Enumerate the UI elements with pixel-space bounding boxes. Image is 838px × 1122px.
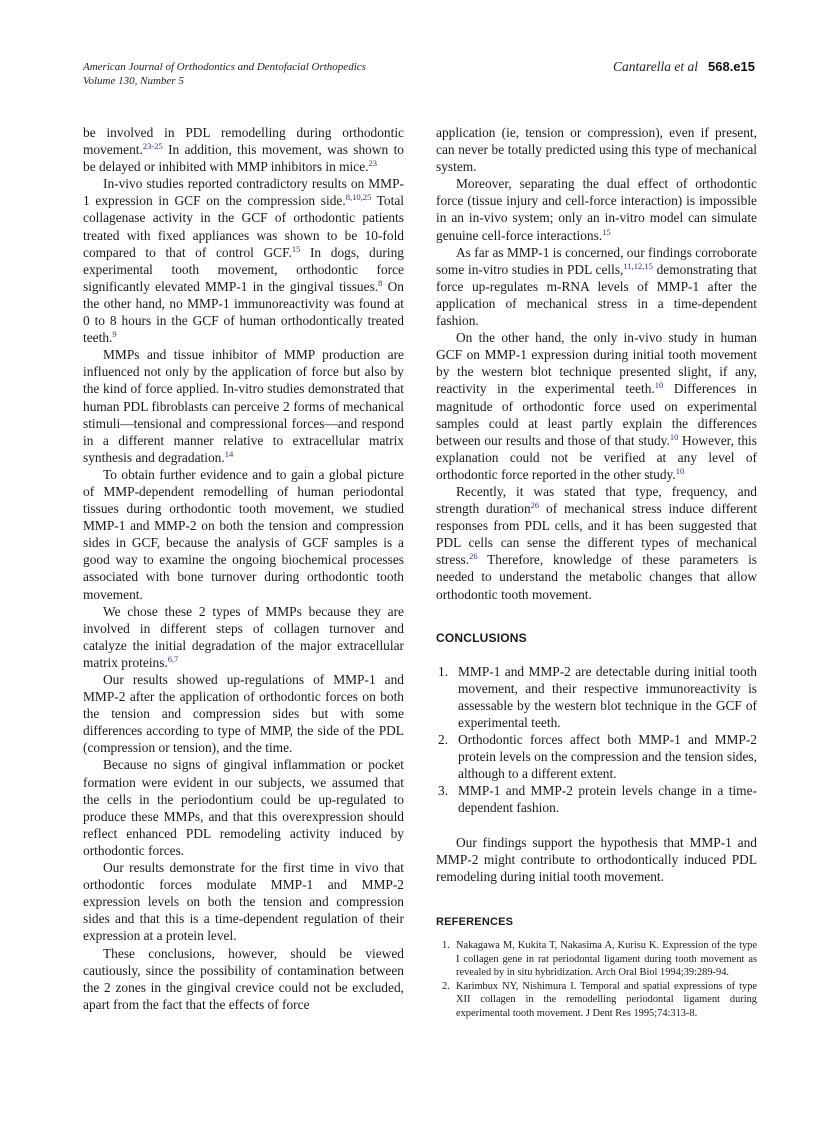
list-number: 3. xyxy=(438,783,449,799)
text: In addition, this movement, was shown to be delayed or inhibited with MMP inhibitors in mice. xyxy=(83,142,404,175)
citation-link[interactable]: 11,12,15 xyxy=(623,260,653,271)
references-heading: REFERENCES xyxy=(436,915,514,928)
closing-paragraph: Our findings support the hypothesis that MMP-1 and MMP-2 might contribute to orthodontically induced PDL remodeling during initial tooth movement. xyxy=(436,834,757,884)
conclusion-text: MMP-1 and MMP-2 are detectable during initial tooth movement, and their respective immunoreactivity is assessable by the western blot technique in the GCF of experimental teeth. xyxy=(458,663,757,730)
paragraph: Our results showed up-regulations of MMP-1 and MMP-2 after the application of orthodontic forces on both the tension and compression sides but with some differences according to type of MMP, the side of the PDL (compression or tension), and the time. xyxy=(83,672,404,756)
citation-link[interactable]: 8,10,25 xyxy=(345,192,372,203)
citation-link[interactable]: 14 xyxy=(224,448,234,459)
text: MMPs and tissue inhibitor of MMP production are influenced not only by the application of force but also by the kind of force applied. In-vitro studies demonstrated that human PDL fibroblasts can perceive 2 forms of mechanical stimuli—tensional and compressional forces—and respond in a different manner relative to extracellular matrix synthesis and degradation. xyxy=(83,347,404,465)
citation-link[interactable]: 10 xyxy=(654,380,664,391)
conclusion-item xyxy=(436,731,757,782)
reference-text: Karimbux NY, Nishimura I. Temporal and spatial expressions of type XII collagen in the remodelling periodontal ligament during experimental tooth movement. J Dent Res 1995;74:313-8. xyxy=(456,980,757,1019)
text: Moreover, separating the dual effect of orthodontic force (tissue injury and cell-force interaction) is impossible in an in-vivo system; only an in-vitro model can simulate genuine cell-force interactions. xyxy=(436,176,757,243)
conclusion-text: MMP-1 and MMP-2 protein levels change in a time-dependent fashion. xyxy=(458,783,757,816)
text: be involved in PDL remodelling during orthodontic movement. xyxy=(83,125,404,158)
paragraph: These conclusions, however, should be viewed cautiously, since the possibility of contamination between the 2 zones in the gingival crevice could not be excluded, apart from the fact that the effects of force xyxy=(83,945,404,1012)
citation-link[interactable]: 8 xyxy=(378,277,383,288)
list-number: 1. xyxy=(438,663,449,679)
conclusion-item xyxy=(436,663,757,731)
citation-link[interactable]: 15 xyxy=(291,243,301,254)
list-number: 2. xyxy=(438,732,449,748)
page-info xyxy=(613,60,755,74)
paragraph xyxy=(83,603,404,671)
text: However, this explanation could not be verified at any level of orthodontic force reported in the other study. xyxy=(436,432,757,482)
text: of mechanical stress induce different responses from PDL cells, and it has been suggested that PDL cells can sense the different types of mechanical stress. xyxy=(436,501,757,568)
reference-item[interactable] xyxy=(436,939,757,980)
reference-item[interactable] xyxy=(436,980,757,1021)
citation-link[interactable]: 26 xyxy=(469,551,478,562)
text: Total collagenase activity in the GCF of orthodontic patients treated with fixed appliances was shown to be 10-fold compared to that of control GCF. xyxy=(83,193,405,260)
citation-link[interactable]: 15 xyxy=(602,226,611,237)
paragraph: Because no signs of gingival inflammation or pocket formation were evident in our subjects, we assumed that the cells in the periodontium could be up-regulated to produce these MMPs, and that this overexpression should reflect enhanced PDL remodeling activity induced by orthodontic forces. xyxy=(83,757,404,858)
text: As far as MMP-1 is concerned, our findings corroborate some in-vitro studies in PDL cells, xyxy=(436,244,757,277)
paragraph xyxy=(83,346,404,466)
paragraph xyxy=(436,329,757,483)
paragraph xyxy=(83,175,404,346)
reference-text: Nakagawa M, Kukita T, Nakasima A, Kurisu K. Expression of the type I collagen gene in rat periodontal ligament during tooth movement as revealed by in situ hybridization. Arch Oral Biol 1994;39:289-94. xyxy=(456,939,757,979)
conclusion-text: Orthodontic forces affect both MMP-1 and MMP-2 protein levels on the compression and the tension sides, although to a different extent. xyxy=(458,732,757,782)
author-name: Cantarella et al xyxy=(613,59,698,74)
paragraph: application (ie, tension or compression), even if present, can never be totally predicted using this type of mechanical system. xyxy=(436,125,757,175)
paragraph xyxy=(436,175,757,243)
citation-link[interactable]: 10 xyxy=(675,465,685,476)
text: We chose these 2 types of MMPs because they are involved in different steps of collagen turnover and catalyze the initial degradation of the major extracellular matrix proteins. xyxy=(83,603,404,670)
references-list xyxy=(436,939,757,1021)
list-number: 1. xyxy=(442,939,450,951)
text: Differences in magnitude of orthodontic force used on experimental samples could at least partly explain the differences between our results and those of that study. xyxy=(436,381,757,448)
conclusions-heading: CONCLUSIONS xyxy=(436,630,527,645)
text: In-vivo studies reported contradictory results on MMP-1 expression in GCF on the compression side. xyxy=(83,176,404,209)
citation-link[interactable]: 6,7 xyxy=(167,653,179,664)
citation-link[interactable]: 10 xyxy=(669,431,679,442)
list-number: 2. xyxy=(442,980,450,992)
paragraph: Our results demonstrate for the first time in vivo that orthodontic forces modulate MMP-1 and MMP-2 expression levels on both the tension and compression sides and that this is a time-dependent regulation of their expression at a protein level. xyxy=(83,860,404,944)
text: Recently, it was stated that type, frequency, and strength duration xyxy=(436,483,757,517)
citation-link[interactable]: 9 xyxy=(112,329,117,340)
conclusions-list xyxy=(436,663,757,817)
conclusion-item xyxy=(436,782,757,816)
journal-volume: Volume 130, Number 5 xyxy=(83,75,184,87)
running-header xyxy=(83,60,755,88)
text: In dogs, during experimental tooth movement, orthodontic force significantly elevated MMP-1 in the gingival tissues. xyxy=(83,244,404,294)
text: On the other hand, the only in-vivo study in human GCF on MMP-1 expression during initial tooth movement by the western blot technique presented slight, if any, reactivity in the experimental teeth. xyxy=(436,330,757,397)
paragraph xyxy=(436,244,757,329)
right-column xyxy=(436,124,757,1021)
text: On the other hand, no MMP-1 immunoreactivity was found at 0 to 8 hours in the GCF of human orthodontically treated teeth. xyxy=(83,278,404,346)
journal-title: American Journal of Orthodontics and Dentofacial Orthopedics xyxy=(83,61,366,73)
paragraph: To obtain further evidence and to gain a global picture of MMP-dependent remodelling of human periodontal tissues during orthodontic tooth movement, we studied MMP-1 and MMP-2 on both the tension and compression sides in GCF, because the analysis of GCF samples is a good way to examine the ongoing biochemical processes associated with bone turnover during orthodontic tooth movement. xyxy=(83,466,404,602)
paragraph xyxy=(83,124,404,175)
citation-link[interactable]: 26 xyxy=(530,500,540,511)
text: Therefore, knowledge of these parameters is needed to understand the metabolic changes that allow orthodontic tooth movement. xyxy=(436,552,757,602)
page-number: 568.e15 xyxy=(708,59,755,74)
citation-link[interactable]: 23 xyxy=(368,158,378,169)
citation-link[interactable]: 23-25 xyxy=(142,141,163,152)
text: demonstrating that force up-regulates m-RNA levels of MMP-1 after the application of mechanical stress in a time-dependent fashion. xyxy=(436,261,758,329)
paragraph xyxy=(436,483,757,603)
left-column xyxy=(83,124,404,1013)
